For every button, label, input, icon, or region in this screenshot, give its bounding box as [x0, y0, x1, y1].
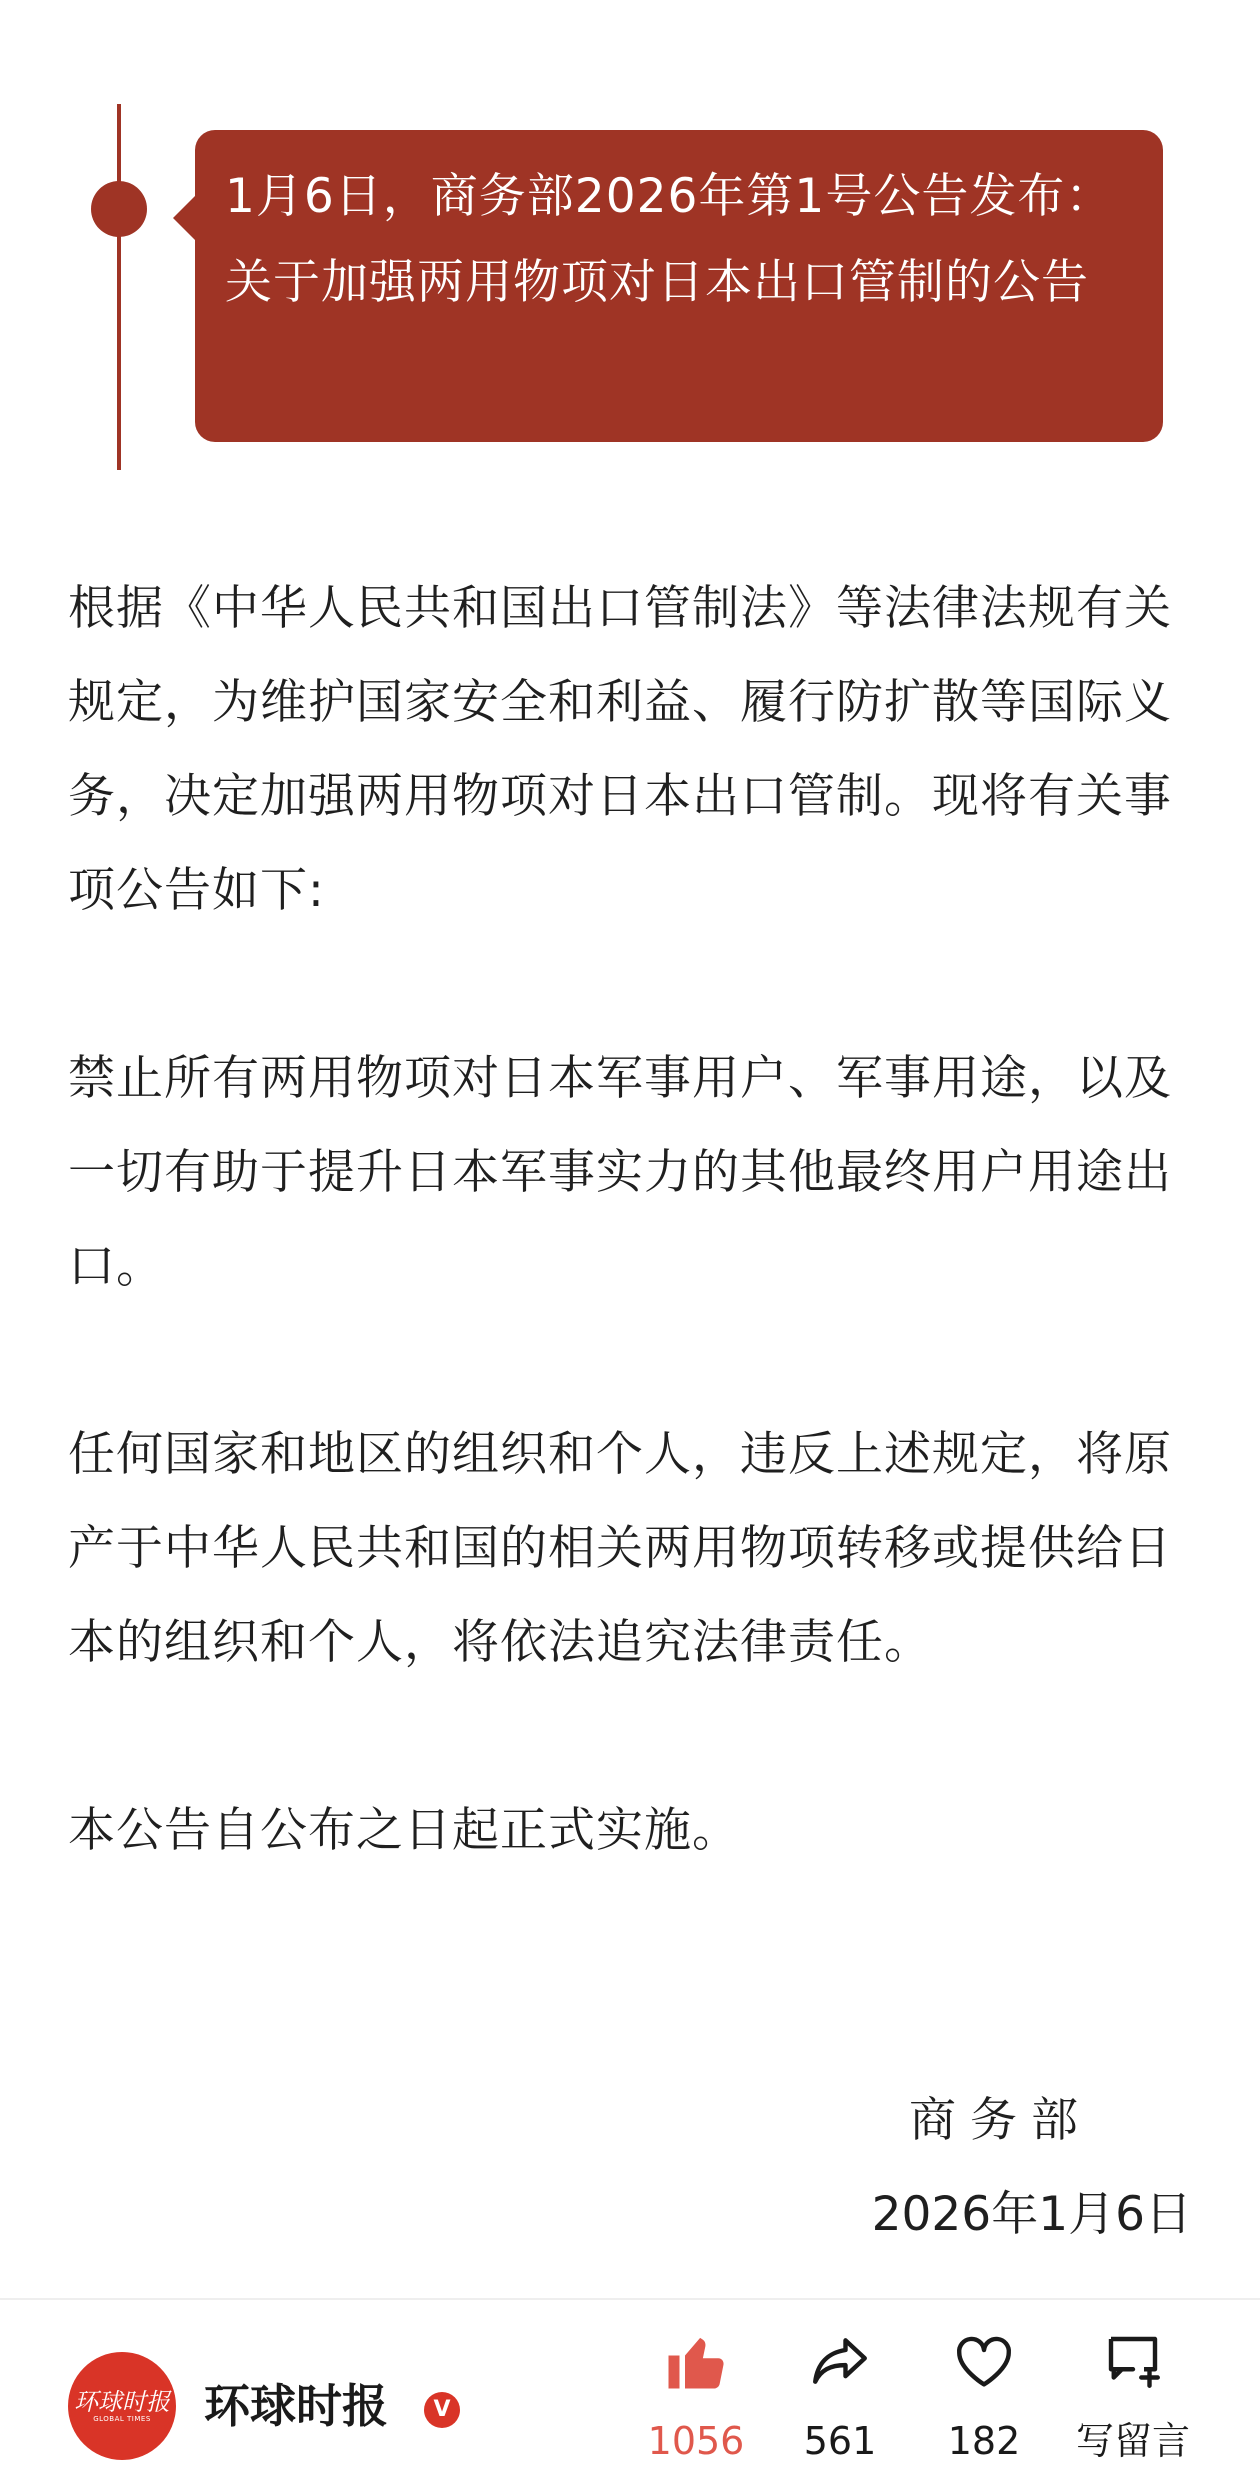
timeline-dot	[91, 181, 147, 237]
share-button[interactable]	[770, 2328, 910, 2478]
like-button[interactable]	[626, 2328, 766, 2478]
like-count: 1056	[647, 2419, 745, 2463]
timeline-line	[117, 104, 121, 470]
article-paragraph-3: 任何国家和地区的组织和个人，违反上述规定，将原产于中华人民共和国的相关两用物项转移或提供给日本的组织和个人，将依法追究法律责任。	[68, 1427, 1172, 1670]
bottom-action-bar	[0, 2298, 1260, 2486]
account-name[interactable]: 环球时报	[204, 2379, 388, 2433]
signature-date: 2026年1月6日	[871, 2187, 1192, 2242]
write-comment-button[interactable]	[1058, 2328, 1208, 2478]
comment-add-icon	[1100, 2328, 1166, 2394]
article-paragraph-2: 禁止所有两用物项对日本军事用户、军事用途，以及一切有助于提升日本军事实力的其他最终用户用途出口。	[68, 1051, 1172, 1294]
account-avatar[interactable]	[68, 2352, 176, 2460]
headline-card	[195, 130, 1163, 442]
favorite-button[interactable]	[914, 2328, 1054, 2478]
thumbs-up-icon	[663, 2328, 729, 2394]
favorite-count: 182	[947, 2419, 1021, 2463]
article-paragraph-1: 根据《中华人民共和国出口管制法》等法律法规有关规定，为维护国家安全和利益、履行防扩散等国际义务，决定加强两用物项对日本出口管制。现将有关事项公告如下:	[68, 581, 1172, 918]
article-body	[68, 562, 1202, 1972]
write-comment-label: 写留言	[1075, 2419, 1190, 2463]
heart-icon	[951, 2328, 1017, 2394]
share-arrow-icon	[807, 2328, 873, 2394]
avatar-logo-subtext: GLOBAL TIMES	[93, 2414, 151, 2423]
signature-department: 商务部	[909, 2093, 1092, 2148]
avatar-logo-text: 环球时报	[74, 2387, 170, 2416]
article-paragraph-4: 本公告自公布之日起正式实施。	[68, 1803, 740, 1858]
headline-text: 1月6日，商务部2026年第1号公告发布： 关于加强两用物项对日本出口管制的公告	[225, 169, 1114, 310]
verified-badge: V	[424, 2392, 460, 2428]
share-count: 561	[803, 2419, 877, 2463]
